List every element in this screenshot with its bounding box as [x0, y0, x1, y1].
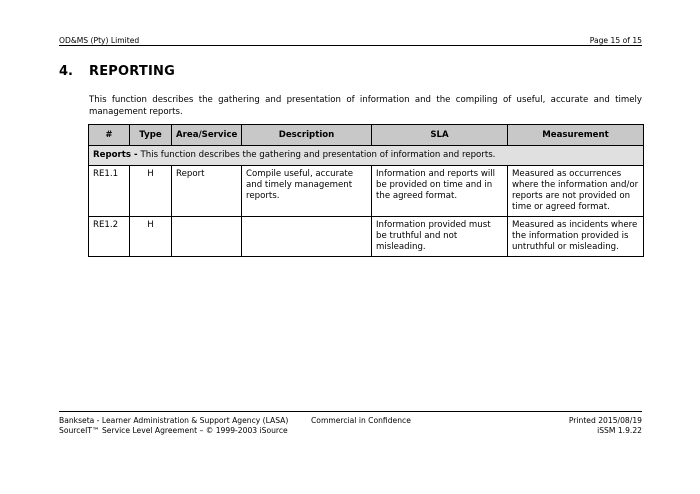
footer-version: iSSM 1.9.22	[597, 425, 642, 435]
column-header-area-service: Area/Service	[172, 125, 242, 146]
row-sla: Information provided must be truthful and not misleading.	[372, 217, 508, 257]
row-description: Compile useful, accurate and timely management reports.	[242, 166, 372, 217]
section-intro: This function describes the gathering and presentation of information and the compiling of useful, accurate and timely management reports.	[89, 95, 642, 117]
row-measurement: Measured as incidents where the information provided is untruthful or misleading.	[508, 217, 644, 257]
row-type: H	[130, 217, 172, 257]
column-header-number: #	[89, 125, 130, 146]
row-type: H	[130, 166, 172, 217]
group-cell	[89, 146, 644, 166]
row-measurement: Measured as occurrences where the information and/or reports are not provided on time or agreed format.	[508, 166, 644, 217]
row-area	[172, 217, 242, 257]
footer-printed-date: Printed 2015/08/19	[568, 416, 642, 425]
group-text: This function describes the gathering and presentation of information and reports.	[140, 150, 496, 160]
column-header-sla: SLA	[372, 125, 508, 146]
footer-divider	[59, 411, 642, 412]
row-id: RE1.1	[89, 166, 130, 217]
section-title: REPORTING	[89, 64, 175, 79]
footer-organisation: Bankseta - Learner Administration & Support Agency (LASA)	[59, 416, 289, 425]
header-divider	[59, 45, 642, 46]
group-label: Reports -	[93, 150, 141, 160]
footer-copyright: SourceIT™ Service Level Agreement – © 1999-2003 iSource	[59, 425, 288, 435]
sla-table	[88, 124, 644, 257]
column-header-description: Description	[242, 125, 372, 146]
header-company: OD&MS (Pty) Limited	[59, 36, 140, 45]
table-row	[89, 166, 644, 217]
footer-left	[59, 416, 288, 435]
table-row	[89, 217, 644, 257]
footer-confidentiality: Commercial in Confidence	[311, 416, 411, 425]
section-number: 4.	[59, 64, 73, 79]
header-page-number: Page 15 of 15	[589, 36, 642, 45]
table-group-row	[89, 146, 644, 166]
footer-right	[569, 416, 642, 435]
table-header-row	[89, 125, 644, 146]
row-sla: Information and reports will be provided on time and in the agreed format.	[372, 166, 508, 217]
row-description	[242, 217, 372, 257]
column-header-measurement: Measurement	[508, 125, 644, 146]
row-id: RE1.2	[89, 217, 130, 257]
column-header-type: Type	[130, 125, 172, 146]
row-area: Report	[172, 166, 242, 217]
